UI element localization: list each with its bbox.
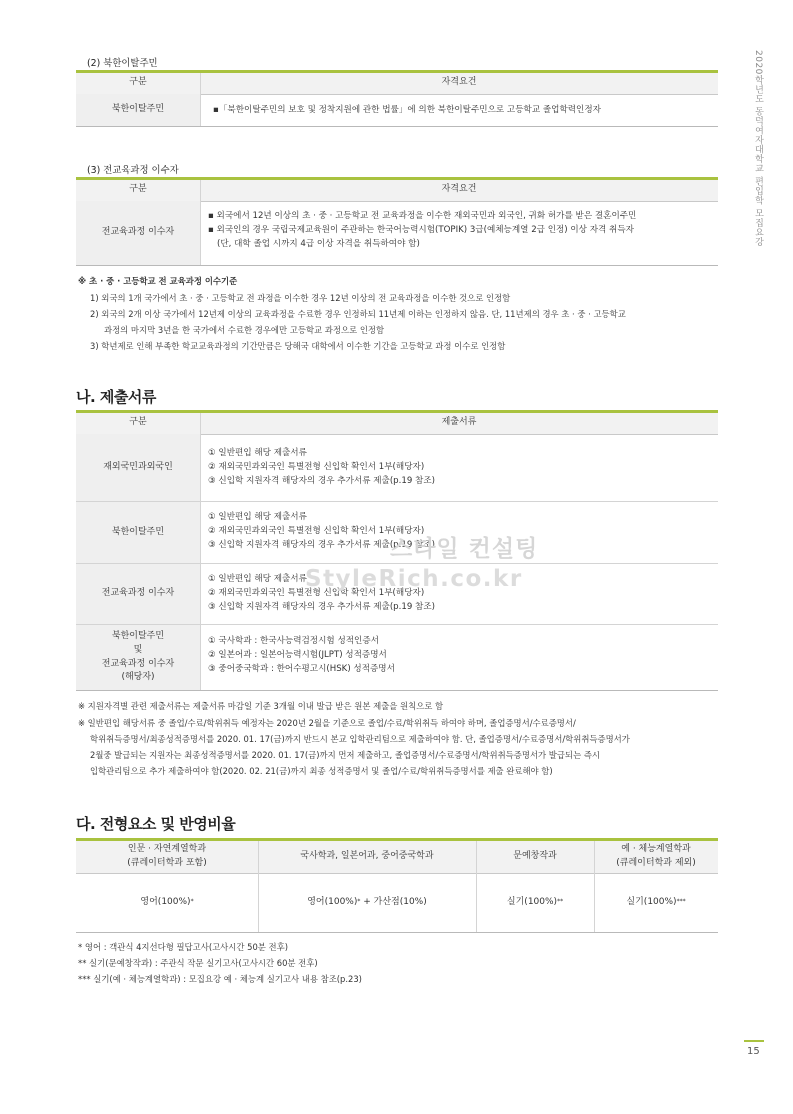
ratio-cell-creative-writing (476, 873, 594, 932)
table-header (76, 413, 718, 435)
header-humanities (76, 841, 258, 873)
doc-row-label-text: 재외국민과외국인 (103, 461, 173, 472)
header-documents: 제출서류 (441, 417, 477, 428)
table-bottom-border (76, 126, 718, 127)
requirement-line-3: (단, 대학 졸업 시까지 4급 이상 자격을 취득하여야 함) (217, 239, 420, 249)
doc-row-2-line-3: ③ 신입학 지원자격 해당자의 경우 추가서류 제출(p.19 참조) (208, 540, 435, 550)
doc-row-2-line-2: ② 재외국민과외국인 특별전형 신입학 확인서 1부(해당자) (208, 526, 425, 536)
ratio-text: 실기(100%) (626, 896, 677, 907)
side-header: 2020학년도 동덕여자대학교 편입학 모집요강 (753, 50, 763, 247)
ratio-mark: * (190, 898, 194, 906)
selection-table (76, 838, 718, 934)
doc-row-label-2 (76, 502, 200, 563)
column-divider (200, 180, 201, 266)
doc-note-2-cont-2: 2월중 발급되는 지원자는 최종성적증명서를 2020. 01. 17(금)까지 먼저 제출하고, 졸업증명서/수료증명서/학위취득증명서가 발급되는 즉시 (90, 750, 601, 760)
header-category: 구분 (129, 77, 147, 88)
header-creative-writing: 문예창작과 (513, 850, 557, 861)
ratio-cell-language (258, 873, 476, 932)
doc-row-label-text: 북한이탈주민 (111, 526, 165, 537)
full-course-title: (3) 전교육과정 이수자 (87, 165, 179, 176)
doc-row-3-line-3: ③ 신입학 지원자격 해당자의 경우 추가서류 제출(p.19 참조) (208, 602, 435, 612)
doc-row-3-line-1: ① 일반편입 해당 제출서류 (208, 574, 307, 584)
doc-row-label-line-1: 북한이탈주민 (111, 630, 165, 641)
page-number-accent (744, 1040, 764, 1042)
header-humanities-line-1: 인문 · 자연계열학과 (127, 844, 207, 855)
table-header (76, 841, 718, 874)
doc-row-3-line-2: ② 재외국민과외국인 특별전형 신입학 확인서 1부(해당자) (208, 588, 425, 598)
north-korean-title: (2) 북한이탈주민 (87, 58, 158, 69)
selection-heading: 다. 전형요소 및 반영비율 (76, 815, 236, 833)
header-requirements: 자격요건 (441, 77, 477, 88)
doc-row-1-line-3: ③ 신입학 지원자격 해당자의 경우 추가서류 제출(p.19 참조) (208, 476, 435, 486)
criteria-item-2: 2) 외국의 2개 이상 국가에서 12년제 이상의 교육과정을 수료한 경우 인정하되 11년제 이하는 인정하지 않음. 단, 11년제의 경우 초 · 중 · 고등학교 (90, 309, 626, 319)
north-korean-table (76, 70, 718, 128)
table-bottom-border (76, 690, 718, 691)
header-language: 국사학과, 일본어과, 중어중국학과 (300, 850, 434, 861)
doc-row-label-line-4: (해당자) (121, 672, 155, 683)
ratio-mark: ** (557, 898, 564, 906)
ratio-cell-arts (594, 873, 718, 932)
documents-heading: 나. 제출서류 (76, 388, 156, 406)
header-category: 구분 (129, 417, 147, 428)
ratio-extra: + 가산점(10%) (360, 896, 427, 907)
row-label: 전교육과정 이수자 (76, 201, 200, 265)
ratio-mark: *** (676, 898, 686, 906)
doc-note-2-cont-3: 입학관리팀으로 추가 제출하여야 함(2020. 02. 21(금)까지 최종 성적증명서 및 졸업/수료/학위취득증명서를 제출 완료해야 함) (90, 766, 553, 776)
watermark-korean: 스타일 컨설팅 (390, 536, 539, 562)
table-header (76, 73, 718, 95)
doc-note-2-cont-1: 학위취득증명서/최종성적증명서를 2020. 01. 17(금)까지 반드시 본교 입학관리팀으로 제출하여야 함. 단, 졸업증명서/수료증명서/학위취득증명서가 (90, 734, 630, 744)
doc-row-label-1 (76, 434, 200, 501)
ratio-text: 실기(100%) (506, 896, 558, 907)
requirement-line-2: ▪ 외국인의 경우 국립국제교육원이 주관하는 한국어능력시험(TOPIK) 3급(예체능계열 2급 인정) 이상 자격 취득자 (208, 225, 634, 235)
doc-row-4-line-3: ③ 중어중국학과 : 한어수평고시(HSK) 성적증명서 (208, 664, 395, 674)
header-arts (594, 841, 718, 873)
ratio-text: 영어(100%) (307, 896, 358, 907)
doc-row-4-line-1: ① 국사학과 : 한국사능력검정시험 성적인증서 (208, 636, 379, 646)
criteria-title: ※ 초 · 중 · 고등학교 전 교육과정 이수기준 (78, 276, 238, 286)
watermark-domain: StyleRich.co.kr (305, 566, 523, 592)
header-arts-line-1: 예 · 체능계열학과 (621, 844, 691, 855)
ratio-text: 영어(100%) (140, 896, 191, 907)
doc-row-label-3 (76, 564, 200, 624)
footnote-1: * 영어 : 객관식 4지선다형 필답고사(고사시간 50분 전후) (78, 942, 288, 952)
header-requirements: 자격요건 (441, 184, 477, 195)
row-text: ▪「북한이탈주민의 보호 및 정착지원에 관한 법률」에 의한 북한이탈주민으로 고등학교 졸업학력인정자 (213, 105, 601, 115)
full-course-table (76, 177, 718, 267)
header-arts-line-2: (큐레이터학과 제외) (616, 857, 696, 868)
doc-row-2-line-1: ① 일반편입 해당 제출서류 (208, 512, 307, 522)
column-divider (200, 73, 201, 127)
header-humanities-line-2: (큐레이터학과 포함) (127, 857, 207, 868)
criteria-item-2-cont: 과정의 마지막 3년을 한 국가에서 수료한 경우에만 고등학교 과정으로 인정함 (104, 325, 385, 335)
doc-row-label-line-2: 및 (133, 644, 143, 655)
criteria-item-3: 3) 학년제로 인해 부족한 학교교육과정의 기간만큼은 당해국 대학에서 이수한 기간을 고등학교 과정 이수로 인정함 (90, 341, 506, 351)
page-number: 15 (747, 1046, 760, 1057)
header-category: 구분 (129, 184, 147, 195)
column-divider (200, 413, 201, 691)
doc-row-label-text: 전교육과정 이수자 (101, 588, 175, 599)
row-label: 북한이탈주민 (76, 94, 200, 126)
doc-row-label-line-3: 전교육과정 이수자 (101, 658, 175, 669)
doc-note-2: ※ 일반편입 해당서류 중 졸업/수료/학위취득 예정자는 2020년 2월을 기준으로 졸업/수료/학위취득 하여야 하며, 졸업증명서/수료증명서/ (78, 718, 576, 728)
footnote-3: *** 실기(예 · 체능계열학과) : 모집요강 예 · 체능계 실기고사 내용 참조(p.23) (78, 974, 362, 984)
requirement-line-1: ▪ 외국에서 12년 이상의 초 · 중 · 고등학교 전 교육과정을 이수한 재외국민과 외국인, 귀화 허가를 받은 결혼이주민 (208, 211, 637, 221)
criteria-item-1: 1) 외국의 1개 국가에서 초 · 중 · 고등학교 전 과정을 이수한 경우 12년 이상의 전 교육과정을 이수한 것으로 인정함 (90, 293, 511, 303)
doc-note-1: ※ 지원자격별 관련 제출서류는 제출서류 마감일 기준 3개월 이내 발급 받은 원본 제출을 원칙으로 함 (78, 701, 444, 711)
ratio-cell-humanities (76, 873, 258, 932)
table-bottom-border (76, 265, 718, 266)
doc-row-1-line-2: ② 재외국민과외국인 특별전형 신입학 확인서 1부(해당자) (208, 462, 425, 472)
footnote-2: ** 실기(문예창작과) : 주관식 작문 실기고사(고사시간 60분 전후) (78, 958, 318, 968)
table-bottom-border (76, 932, 718, 933)
doc-row-4-line-2: ② 일본어과 : 일본어능력시험(JLPT) 성적증명서 (208, 650, 387, 660)
doc-row-1-line-1: ① 일반편입 해당 제출서류 (208, 448, 307, 458)
ratio-mark: * (357, 898, 361, 906)
table-header (76, 180, 718, 202)
doc-row-label-4 (76, 625, 200, 690)
